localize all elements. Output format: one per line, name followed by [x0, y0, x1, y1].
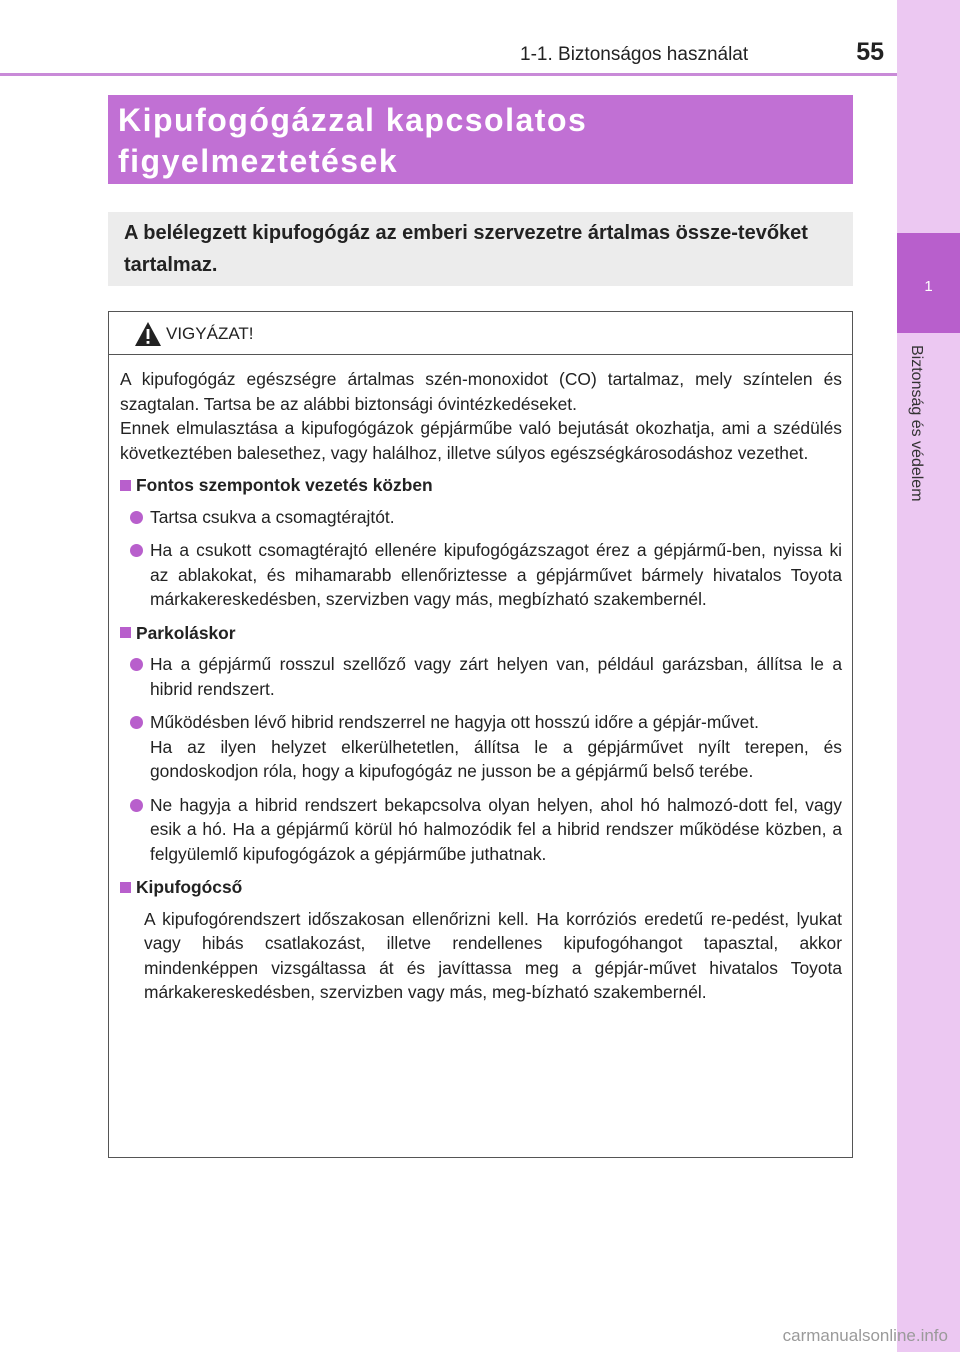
warning-triangle-icon — [134, 321, 162, 347]
chapter-tab — [897, 0, 960, 1352]
bullet-dot-icon — [130, 544, 143, 557]
square-bullet-icon — [120, 627, 131, 638]
square-bullet-icon — [120, 480, 131, 491]
chapter-label: Biztonság és védelem — [908, 345, 925, 502]
warning-box — [108, 311, 853, 1158]
section-heading: Fontos szempontok vezetés közben — [120, 473, 842, 498]
intro-box — [108, 212, 853, 286]
page-number: 55 — [856, 38, 884, 66]
list-item: Működésben lévő hibrid rendszerrel ne hagyja ott hosszú időre a gépjár-művet. Ha az ilyen helyzet elkerülhetetlen, állítsa le a gépjárművet nyílt terepen, és gondoskodjon róla, hogy a kipufogógáz ne jusson be a gépjármű belső terébe. — [130, 710, 842, 784]
warning-intro-2: Ennek elmulasztása a kipufogógázok gépjárműbe való bejutását okozhatja, ami a szédülés következtében balesethez, vagy halálhoz, illetve súlyos egészségkárosodáshoz vezethet. — [120, 418, 842, 463]
header-rule — [0, 73, 897, 76]
page-title-banner — [108, 95, 853, 184]
section-heading: Kipufogócső — [120, 875, 842, 900]
section-title: 1-1. Biztonságos használat — [520, 44, 749, 65]
intro-text: A belélegzett kipufogógáz az emberi szervezetre ártalmas össze-tevőket tartalmaz. — [124, 222, 808, 276]
watermark: carmanualsonline.info — [782, 1326, 948, 1345]
warning-heading: VIGYÁZAT! — [166, 324, 254, 343]
warning-intro-1: A kipufogógáz egészségre ártalmas szén-monoxidot (CO) tartalmaz, mely színtelen és szagtalan. Tartsa be az alábbi biztonsági óvintézkedéseket. — [120, 369, 842, 414]
bullet-dot-icon — [130, 799, 143, 812]
warning-header — [109, 312, 852, 355]
bullet-dot-icon — [130, 511, 143, 524]
list-item: Ha a csukott csomagtérajtó ellenére kipufogógázszagot érez a gépjármű-ben, nyissa ki az ablakokat, és mihamarabb ellenőriztesse a gépjárművet bármely hivatalos Toyota márkakereskedésben, szervizben vagy más, megbízható szakembernél. — [130, 538, 842, 612]
list-item: Ha a gépjármű rosszul szellőző vagy zárt helyen van, például garázsban, állítsa le a hibrid rendszert. — [130, 652, 842, 701]
warning-body — [109, 355, 852, 1005]
bullet-dot-icon — [130, 658, 143, 671]
list-item: Ne hagyja a hibrid rendszert bekapcsolva olyan helyen, ahol hó halmozó-dott fel, vagy esik a hó. Ha a gépjármű körül hó halmozódik fel a hibrid rendszer működése közben, a felgyülemlő kipufogógázok a gépjárműbe juthatnak. — [130, 793, 842, 867]
section-heading: Parkoláskor — [120, 621, 842, 646]
section-text: A kipufogórendszert időszakosan ellenőrizni kell. Ha korróziós eredetű re-pedést, lyukat vagy hibás csatlakozást, illetve rendellenes kipufogóhangot tapasztal, akkor mindenképpen vizsgáltassa át és javíttassa meg a gépjár-művet hivatalos Toyota márkakereskedésben, szervizben vagy más, meg-bízható szakembernél. — [144, 908, 842, 1002]
square-bullet-icon — [120, 882, 131, 893]
bullet-dot-icon — [130, 716, 143, 729]
page-title: Kipufogógázzal kapcsolatos figyelmeztetések — [118, 102, 588, 179]
list-item: Tartsa csukva a csomagtérajtót. — [130, 505, 842, 530]
chapter-number: 1 — [924, 278, 933, 295]
